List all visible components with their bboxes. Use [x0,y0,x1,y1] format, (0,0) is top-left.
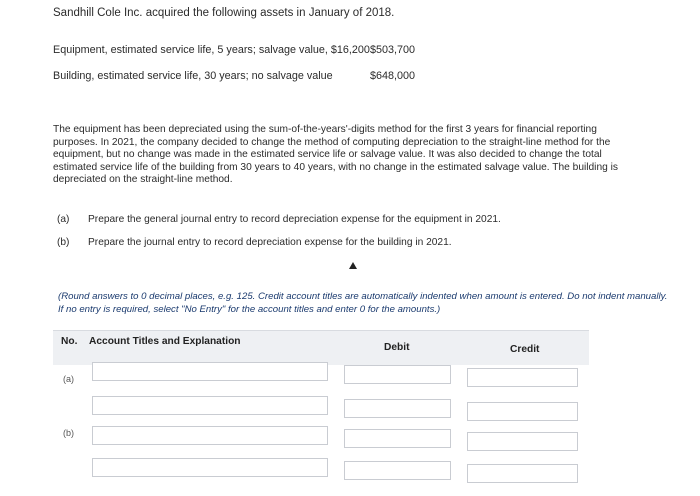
problem-paragraph: The equipment has been depreciated using the sum-of-the-years'-digits method for the first 3 years for financial reporting purposes. In 2021, the company decided to change the method of computing depreciation to the straight-line method for the equipment, but no change was made in the estimated service life or salvage value. It was also decided to change the total estimated service life of the building from 30 years to 40 years, with no change in the estimated salvage value. The building is depreciated on the straight-line method. [53,124,618,186]
asset-label: Equipment, estimated service life, 5 years; salvage value, $16,200 [53,44,370,56]
credit-input[interactable] [467,464,578,483]
debit-input[interactable] [344,399,451,418]
entry-tag-a: (a) [63,374,74,384]
requirement-text: Prepare the general journal entry to record depreciation expense for the equipment in 2021. [88,214,501,225]
column-credit: Credit [510,344,540,355]
account-title-input[interactable] [92,396,328,415]
instructions-line-1: (Round answers to 0 decimal places, e.g. 125. Credit account titles are automatically indented when amount is entered. Do not indent manually. [58,291,668,302]
asset-label: Building, estimated service life, 30 years; no salvage value [53,70,333,82]
debit-input[interactable] [344,365,451,384]
requirement-tag: (b) [57,237,70,248]
requirement-a [57,214,501,225]
asset-list [53,44,473,96]
requirement-text: Prepare the journal entry to record depreciation expense for the building in 2021. [88,237,452,248]
credit-input[interactable] [467,402,578,421]
instructions-line-2: If no entry is required, select "No Entry" for the account titles and enter 0 for the amounts.) [58,304,441,315]
asset-row-building [53,70,473,96]
asset-value: $648,000 [370,70,416,82]
requirement-tag: (a) [57,214,70,225]
column-no: No. [61,336,78,347]
credit-input[interactable] [467,432,578,451]
debit-input[interactable] [344,429,451,448]
asset-row-equipment [53,44,473,70]
journal-table-header [53,330,589,365]
instructions-note [58,290,668,316]
column-account-titles: Account Titles and Explanation [89,336,241,347]
account-title-input[interactable] [92,458,328,477]
requirement-b [57,237,452,248]
account-title-input[interactable] [92,362,328,381]
column-debit: Debit [384,342,410,353]
credit-input[interactable] [467,368,578,387]
entry-tag-b: (b) [63,428,74,438]
asset-value: $503,700 [370,44,416,56]
account-title-input[interactable] [92,426,328,445]
debit-input[interactable] [344,461,451,480]
mouse-cursor-icon [349,262,357,269]
problem-intro: Sandhill Cole Inc. acquired the following assets in January of 2018. [53,7,395,19]
